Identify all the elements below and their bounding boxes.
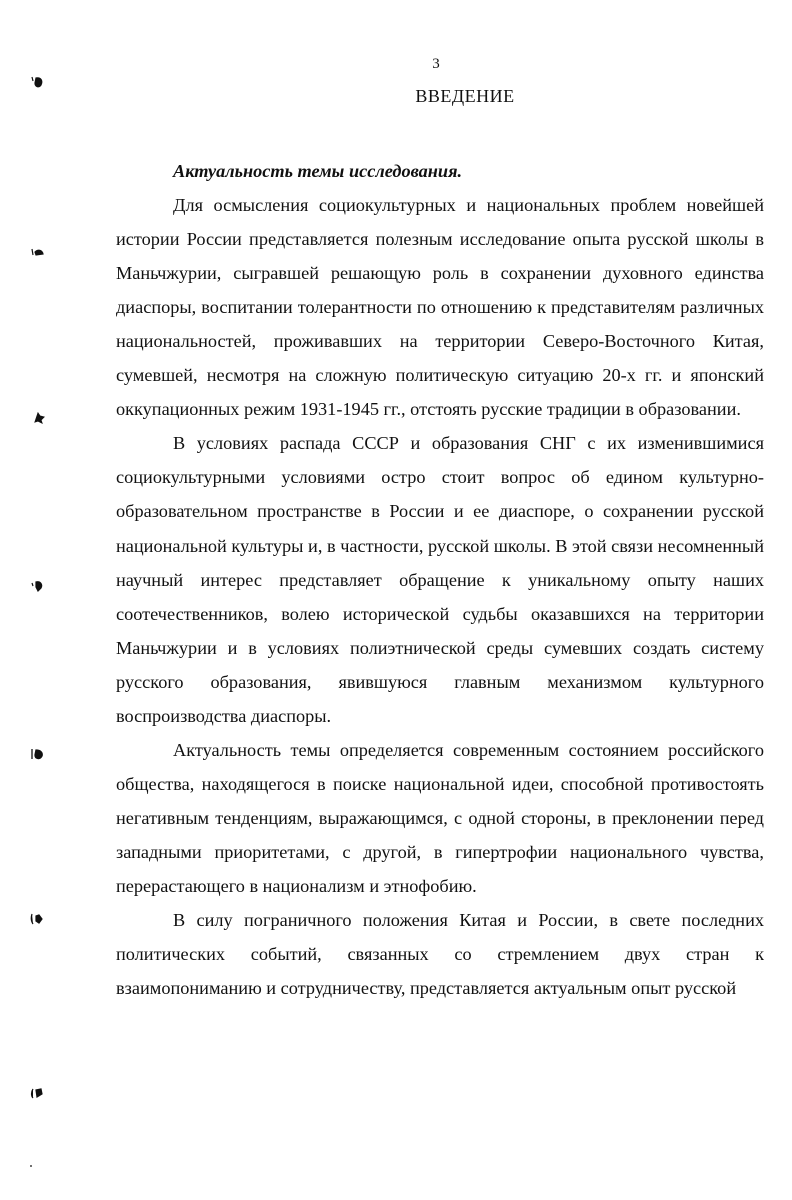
- paragraph-1: Для осмысления социокультурных и национальных проблем новейшей истории России представляется полезным исследование опыта русской школы в Маньчжурии, сыгравшей решающую роль в сохранении духовного единства диаспоры, воспитании толерантности по отношению к представителям различных национальностей, проживавших на территории Северо-Восточного Китая, сумевшей, несмотря на сложную политическую ситуацию 20-х гг. и японский оккупационных режим 1931-1945 гг., отстоять русские традиции в образовании.: [116, 195, 764, 420]
- binding-hole-mark: [30, 580, 44, 592]
- paragraph-2: В условиях распада СССР и образования СНГ с их изменившимися социокультурными условиями остро стоит вопрос об едином культурно-образовательном пространстве в России и ее диаспоре, о сохранении русской национальной культуры и, в частности, русской школы. В этой связи несомненный научный интерес представляет обращение к уникальному опыту наших соотечественников, волею исторической судьбы оказавшихся на территории Маньчжурии и в условиях полиэтнической среды сумевших создать систему русского образования, явившуюся главным механизмом культурного воспроизводства диаспоры.: [116, 433, 764, 726]
- binding-hole-mark: [32, 412, 46, 424]
- page-title: ВВЕДЕНИЕ: [415, 86, 515, 106]
- body-text: [116, 154, 764, 1005]
- paragraph-3: Актуальность темы определяется современным состоянием российского общества, находящегося в поиске национальной идеи, способной противостоять негативным тенденциям, выражающимся, с одной стороны, в преклонении перед западными приоритетами, с другой, в гипертрофии национального чувства, перерастающего в национализм и этнофобию.: [116, 739, 764, 896]
- scan-speck: [30, 1165, 32, 1167]
- binding-hole-mark: [30, 247, 44, 259]
- binding-hole-mark: [30, 76, 44, 88]
- binding-hole-mark: [30, 748, 44, 760]
- paragraph-4: В силу пограничного положения Китая и России, в свете последних политических событий, связанных со стремлением двух стран к взаимопониманию и сотрудничеству, представляется актуальным опыт русской: [116, 910, 764, 999]
- binding-hole-mark: [30, 913, 44, 925]
- binding-hole-mark: [30, 1087, 44, 1099]
- section-subheading: Актуальность темы исследования.: [173, 161, 463, 181]
- page-number: 3: [432, 56, 440, 72]
